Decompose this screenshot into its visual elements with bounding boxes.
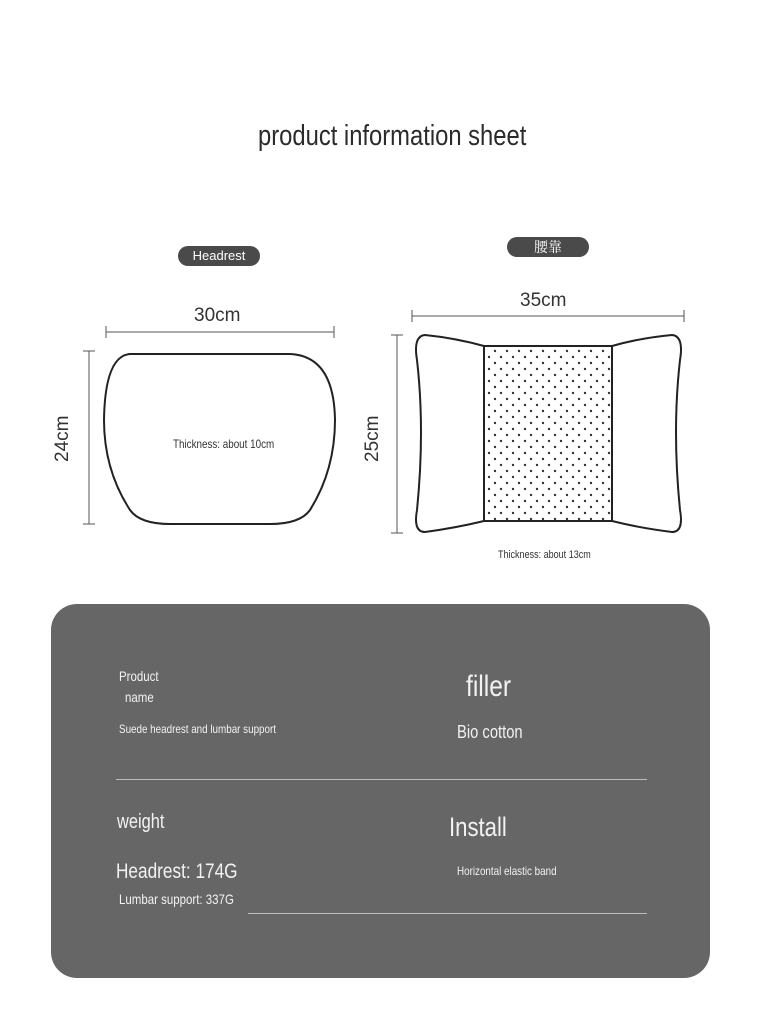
filler-value: Bio cotton	[457, 722, 523, 742]
filler-label: filler	[466, 670, 512, 703]
lumbar-mesh-panel	[484, 346, 612, 521]
product-name-label-2: name	[125, 689, 154, 705]
install-value: Horizontal elastic band	[457, 864, 557, 878]
weight-label: weight	[117, 811, 165, 833]
product-name-label: Product	[119, 668, 159, 684]
weight-headrest: Headrest: 174G	[116, 860, 238, 883]
divider	[116, 779, 647, 780]
headrest-height: 24cm	[52, 415, 73, 462]
headrest-width: 30cm	[194, 305, 241, 326]
weight-lumbar: Lumbar support: 337G	[119, 891, 234, 907]
lumbar-thickness: Thickness: about 13cm	[498, 549, 591, 561]
lumbar-width: 35cm	[520, 290, 567, 311]
headrest-label: Headrest	[178, 246, 260, 266]
lumbar-label: 腰靠	[507, 237, 589, 257]
headrest-thickness: Thickness: about 10cm	[173, 437, 275, 451]
lumbar-height: 25cm	[362, 415, 383, 462]
page-title: product information sheet	[258, 120, 527, 152]
product-name-value: Suede headrest and lumbar support	[119, 722, 277, 736]
divider	[248, 913, 647, 914]
install-label: Install	[449, 812, 507, 842]
info-panel	[51, 604, 710, 978]
